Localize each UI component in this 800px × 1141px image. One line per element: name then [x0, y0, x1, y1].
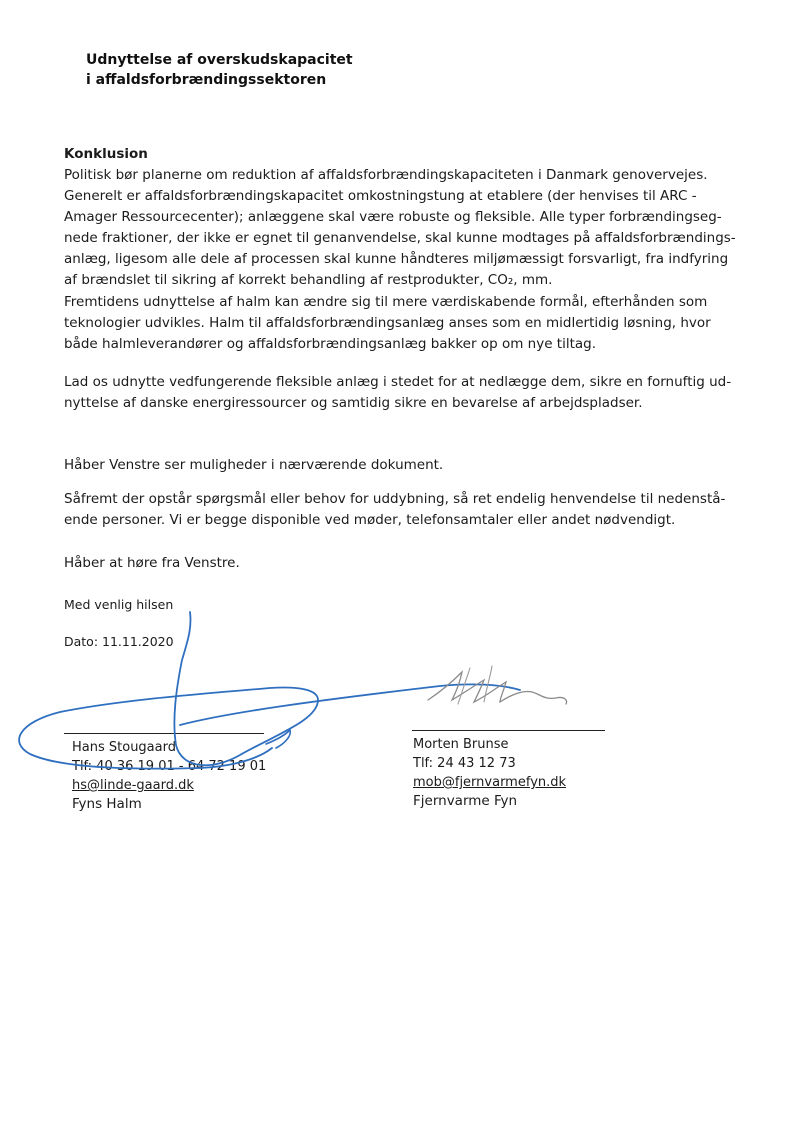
conclusion-para2-line: Fremtidens udnyttelse af halm kan ændre sig til mere værdiskabende formål, efterhånden som: [64, 294, 708, 310]
conclusion-para1-line: Generelt er affaldsforbrændingskapacitet omkostningstung at etablere (der henvises til ARC -: [64, 188, 697, 204]
signatory-org: Fjernvarme Fyn: [413, 793, 518, 809]
closing-para2-line: Såfremt der opstår spørgsmål eller behov for uddybning, så ret endelig henvendelse til nedenstå-: [64, 491, 726, 507]
gray-signature-stroke: [428, 672, 567, 704]
signatory-name: Hans Stougaard: [72, 740, 176, 755]
conclusion-para1-line: nede fraktioner, der ikke er egnet til genanvendelse, skal kunne modtages på affaldsforbrændings-: [64, 230, 736, 246]
blue-signature-stroke: [19, 612, 520, 769]
conclusion-para2-line: teknologier udvikles. Halm til affaldsforbrændingsanlæg anses som en midlertidig løsning, hvor: [64, 315, 711, 331]
signatory-email-link[interactable]: mob@fjernvarmefyn.dk: [413, 775, 567, 790]
closing-text: Håber at høre fra Venstre.: [64, 555, 240, 571]
conclusion-para3-line: Lad os udnytte vedfungerende fleksible anlæg i stedet for at nedlægge dem, sikre en fornuftig ud-: [64, 374, 732, 390]
signatory-phone: Tlf: 40 36 19 01 - 64 72 19 01: [72, 759, 267, 774]
conclusion-para1-line: Amager Ressourcecenter); anlæggene skal være robuste og fleksible. Alle typer forbrændingseg-: [64, 209, 722, 225]
conclusion-para1-line: af brændslet til sikring af korrekt behandling af restprodukter, CO₂, mm.: [64, 272, 553, 288]
conclusion-heading: Konklusion: [64, 146, 148, 162]
signatory-email-link[interactable]: hs@linde-gaard.dk: [72, 778, 194, 793]
title-line-2: i affaldsforbrændingssektoren: [86, 72, 327, 88]
conclusion-para1-line: Politisk bør planerne om reduktion af affaldsforbrændingskapaciteten i Danmark genovervejes.: [64, 167, 708, 183]
date-text: Dato: 11.11.2020: [64, 634, 174, 649]
signatory-phone: Tlf: 24 43 12 73: [413, 756, 516, 771]
conclusion-para2-line: både halmleverandører og affaldsforbrændingsanlæg bakker op om nye tiltag.: [64, 336, 597, 352]
signatory-name: Morten Brunse: [413, 737, 509, 752]
closing-para2-line: ende personer. Vi er begge disponible ved møder, telefonsamtaler eller andet nødvendigt.: [64, 512, 676, 528]
conclusion-para3-line: nyttelse af danske energiressourcer og samtidig sikre en bevarelse af arbejdspladser.: [64, 395, 643, 411]
conclusion-para1-line: anlæg, ligesom alle dele af processen skal kunne håndteres miljømæssigt forsvarligt, fra indfyring: [64, 251, 729, 267]
closing-text: Håber Venstre ser muligheder i nærværende dokument.: [64, 457, 444, 473]
title-line-1: Udnyttelse af overskudskapacitet: [86, 52, 353, 68]
signatory-org: Fyns Halm: [72, 796, 142, 812]
greeting-text: Med venlig hilsen: [64, 597, 174, 612]
